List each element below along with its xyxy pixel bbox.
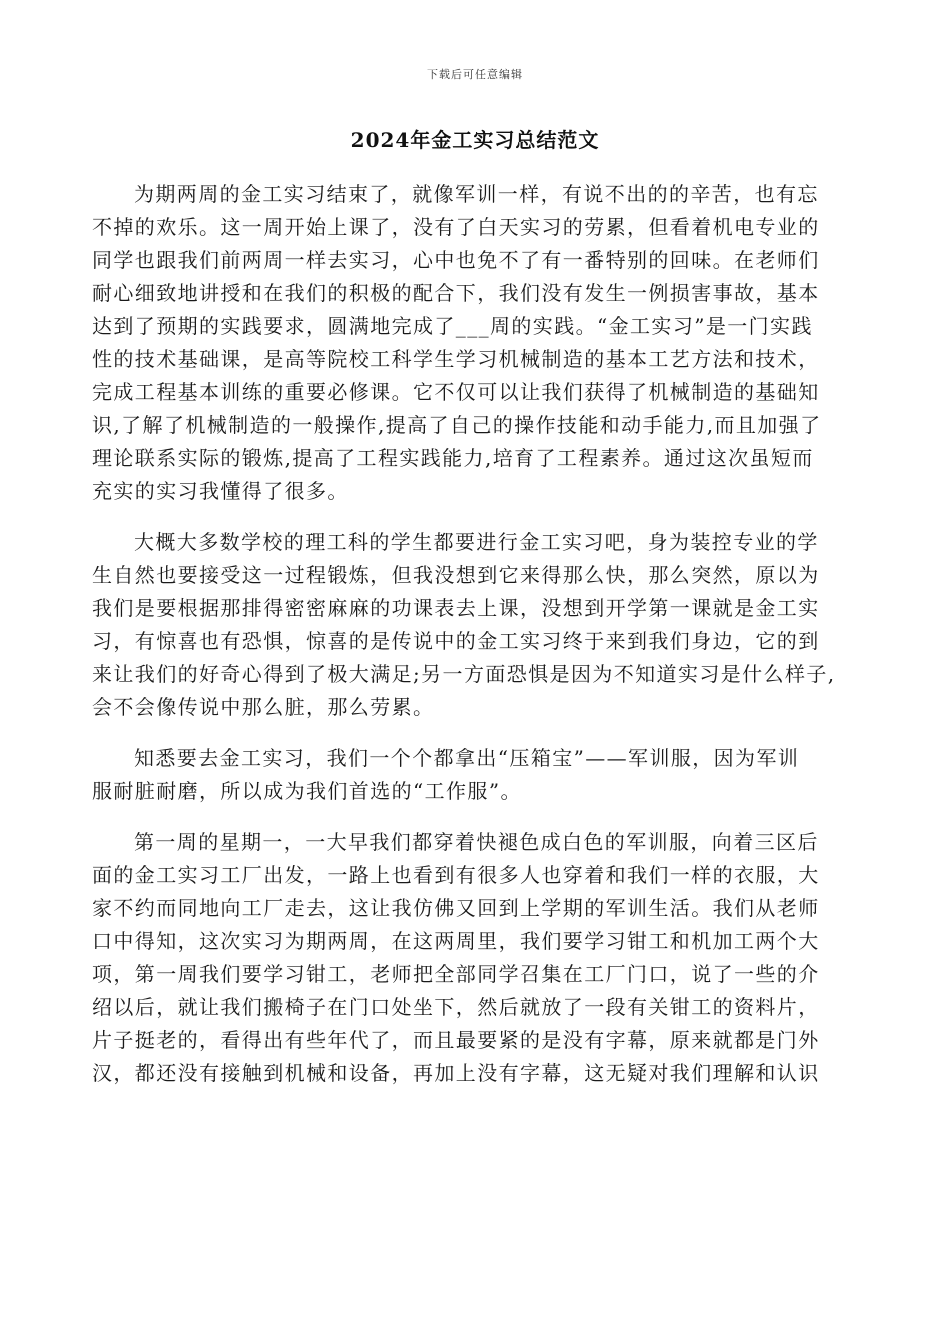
text-line: 同学也跟我们前两周一样去实习，心中也免不了有一番特别的回味。在老师们 [92,248,820,272]
text-line: 我们是要根据那排得密密麻麻的功课表去上课，没想到开学第一课就是金工实 [92,596,820,620]
text-line: 服耐脏耐磨，所以成为我们首选的“工作服”。 [92,779,522,803]
text-line: 口中得知，这次实习为期两周，在这两周里，我们要学习钳工和机加工两个大 [92,929,820,953]
text-line: 生自然也要接受这一过程锻炼，但我没想到它来得那么快，那么突然，原以为 [92,563,820,587]
text-line: 识,了解了机械制造的一般操作,提高了自己的操作技能和动手能力,而且加强了 [92,413,822,437]
text-line: 家不约而同地向工厂走去，这让我仿佛又回到上学期的军训生活。我们从老师 [92,896,820,920]
text-line: 耐心细致地讲授和在我们的积极的配合下，我们没有发生一例损害事故，基本 [92,281,820,305]
text-line: 第一周的星期一，一大早我们都穿着快褪色成白色的军训服，向着三区后 [134,830,819,854]
text-line: 性的技术基础课，是高等院校工科学生学习机械制造的基本工艺方法和技术， [92,347,820,371]
text-line: 大概大多数学校的理工科的学生都要进行金工实习吧，身为装控专业的学 [134,530,819,554]
document-body [92,178,862,1108]
paragraph-2 [92,526,862,724]
text-line: 为期两周的金工实习结束了，就像军训一样，有说不出的的辛苦，也有忘 [134,182,819,206]
text-line: 会不会像传说中那么脏，那么劳累。 [92,695,435,719]
text-line: 充实的实习我懂得了很多。 [92,479,349,503]
text-line: 习，有惊喜也有恐惧，惊喜的是传说中的金工实习终于来到我们身边，它的到 [92,629,820,653]
text-line: 理论联系实际的锻炼,提高了工程实践能力,培育了工程素养。通过这次虽短而 [92,446,814,470]
text-line: 项，第一周我们要学习钳工，老师把全部同学召集在工厂门口，说了一些的介 [92,962,820,986]
text-line: 汉，都还没有接触到机械和设备，再加上没有字幕，这无疑对我们理解和认识 [92,1061,820,1085]
text-line: 达到了预期的实践要求，圆满地完成了___周的实践。“金工实习”是一门实践 [92,314,813,338]
text-line: 完成工程基本训练的重要必修课。它不仅可以让我们获得了机械制造的基础知 [92,380,820,404]
text-line: 面的金工实习工厂出发，一路上也看到有很多人也穿着和我们一样的衣服，大 [92,863,820,887]
document-title: 2024年金工实习总结范文 [350,128,600,152]
text-line: 绍以后，就让我们搬椅子在门口处坐下，然后就放了一段有关钳工的资料片， [92,995,820,1019]
header-note: 下载后可任意编辑 [427,68,523,81]
paragraph-4 [92,826,862,1090]
paragraph-3 [92,742,862,808]
text-line: 片子挺老的，看得出有些年代了，而且最要紧的是没有字幕，原来就都是门外 [92,1028,820,1052]
text-line: 知悉要去金工实习，我们一个个都拿出“压箱宝”——军训服，因为军训 [134,746,800,770]
text-line: 不掉的欢乐。这一周开始上课了，没有了白天实习的劳累，但看着机电专业的 [92,215,820,239]
text-line: 来让我们的好奇心得到了极大满足;另一方面恐惧是因为不知道实习是什么样子, [92,662,836,686]
paragraph-1 [92,178,862,508]
